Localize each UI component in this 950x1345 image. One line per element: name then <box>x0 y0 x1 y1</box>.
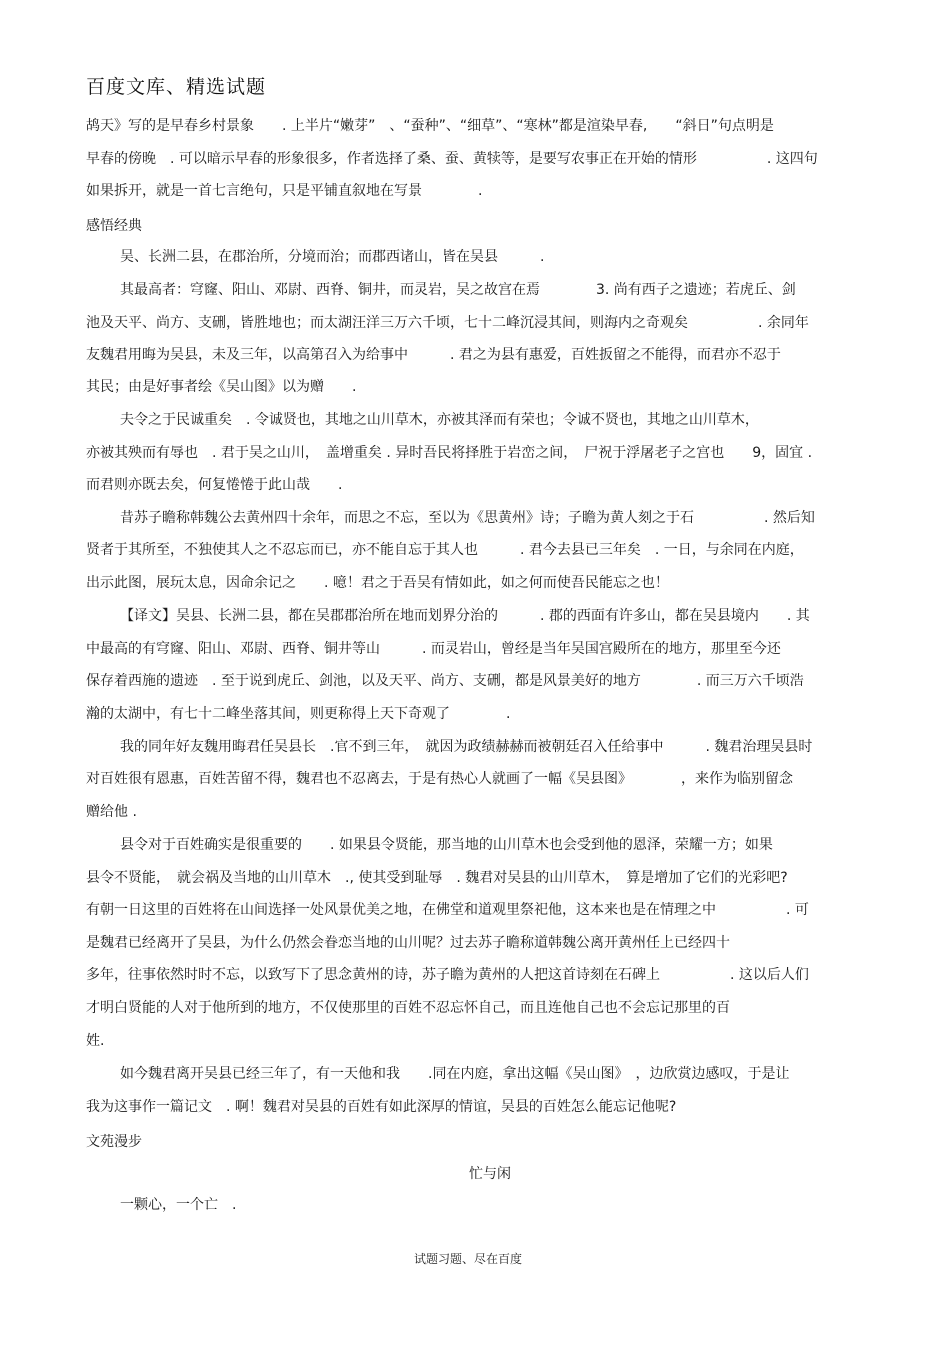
section-title-essays: 文苑漫步 <box>86 1134 142 1150</box>
section-title-classics: 感悟经典 <box>86 218 142 234</box>
translation-line: 瀚的太湖中，有七十二峰坐落其间，则更称得上天下奇观了 . <box>86 706 511 722</box>
translation-line: 有朝一日这里的百姓将在山间选择一处风景优美之地，在佛堂和道观里祭祀他，这本来也是在情理之中 . 可 <box>86 902 809 918</box>
translation-line: 才明白贤能的人对于他所到的地方，不仅使那里的百姓不忍忘怀自己，而且连他自己也不会忘记那里的百 <box>86 1000 730 1016</box>
translation-line: 如今魏君离开吴县已经三年了，有一天他和我 .同在内庭，拿出这幅《吴山图》 ，边欣赏边感叹，于是让 <box>120 1066 790 1082</box>
classic-line: 夫令之于民诚重矣 . 令诚贤也，其地之山川草木，亦被其泽而有荣也；令诚不贤也，其地之山川草木， <box>120 412 759 428</box>
page-header-title: 百度文库、精选试题 <box>86 76 267 98</box>
translation-line: 我的同年好友魏用晦君任吴县长 .官不到三年， 就因为政绩赫赫而被朝廷召入任给事中 . 魏君治理吴县时 <box>120 739 813 755</box>
translation-line: 县令不贤能， 就会祸及当地的山川草木 ., 使其受到耻辱 . 魏君对吴县的山川草木， 算是增加了它们的光彩吧? <box>86 870 788 886</box>
translation-line: 中最高的有穹窿、阳山、邓尉、西脊、铜井等山 . 而灵岩山，曾经是当年吴国宫殿所在的地方，那里至今还 <box>86 641 781 657</box>
translation-line: 我为这事作一篇记文 . 啊！魏君对吴县的百姓有如此深厚的情谊，吴县的百姓怎么能忘记他呢? <box>86 1099 677 1115</box>
classic-line: 其最高者：穹窿、阳山、邓尉、西脊、铜井，而灵岩，吴之故宫在焉 3. 尚有西子之遗迹；若虎丘、剑 <box>120 282 796 298</box>
translation-line: 赠给他 . <box>86 804 137 820</box>
classic-line: 友魏君用晦为吴县，未及三年，以高第召入为给事中 . 君之为县有惠爱，百姓扳留之不能得，而君亦不忍于 <box>86 347 781 363</box>
translation-line: 多年，往事依然时时不忘，以致写下了思念黄州的诗，苏子瞻为黄州的人把这首诗刻在石碑上 . 这以后人们 <box>86 967 809 983</box>
classic-line: 而君则亦既去矣，何复惓惓于此山哉 . <box>86 477 343 493</box>
intro-line: 如果拆开，就是一首七言绝句，只是平铺直叙地在写景 . <box>86 183 483 199</box>
translation-line: 姓. <box>86 1033 105 1049</box>
classic-line: 贤者于其所至，不独使其人之不忍忘而已，亦不能自忘于其人也 . 君今去县已三年矣 . 一日，与余同在内庭， <box>86 542 804 558</box>
classic-line: 亦被其殃而有辱也 . 君于吴之山川， 盖增重矣 . 异时吾民将择胜于岩峦之间， 尸祝于浮屠老子之宫也 9，固宜 . <box>86 445 813 461</box>
translation-line: 县令对于百姓确实是很重要的 . 如果县令贤能，那当地的山川草木也会受到他的恩泽，荣耀一方；如果 <box>120 837 773 853</box>
classic-line: 吴、长洲二县，在郡治所，分境而治；而郡西诸山，皆在吴县 . <box>120 249 545 265</box>
intro-line: 鸪天》写的是早春乡村景象 . 上半片“嫩芽” 、“蚕种”、“细草”、“寒林”都是渲染早春, “斜日”句点明是 <box>86 118 774 134</box>
translation-line: 对百姓很有恩惠，百姓苦留不得，魏君也不忍离去，于是有热心人就画了一幅《吴县图》 ，来作为临别留念 <box>86 771 793 787</box>
classic-line: 出示此图，展玩太息，因命余记之 . 噫！君之于吾吴有情如此，如之何而使吾民能忘之也！ <box>86 575 669 591</box>
essay-title: 忙与闲 <box>469 1166 511 1182</box>
translation-line: 【译文】吴县、长洲二县，都在吴郡郡治所在地而划界分治的 . 郡的西面有许多山，都在吴县境内 . 其 <box>120 608 810 624</box>
classic-line: 池及天平、尚方、支硎，皆胜地也；而太湖汪洋三万六千顷，七十二峰沉浸其间，则海内之奇观矣 . 余同年 <box>86 315 809 331</box>
translation-line: 保存着西施的遗迹 . 至于说到虎丘、剑池，以及天平、尚方、支硎，都是风景美好的地方 . 而三万六千顷浩 <box>86 673 804 689</box>
translation-line: 是魏君已经离开了吴县，为什么仍然会眷恋当地的山川呢？过去苏子瞻称道韩魏公离开黄州任上已经四十 <box>86 935 730 951</box>
page-footer: 试题习题、尽在百度 <box>413 1252 522 1266</box>
classic-line: 昔苏子瞻称韩魏公去黄州四十余年，而思之不忘，至以为《思黄州》诗；子瞻为黄人刻之于石 . 然后知 <box>120 510 815 526</box>
intro-line: 早春的傍晚 . 可以暗示早春的形象很多，作者选择了桑、蚕、黄犊等，是要写农事正在开始的情形 . 这四句 <box>86 151 818 167</box>
classic-line: 其民；由是好事者绘《吴山图》以为赠 . <box>86 379 357 395</box>
essay-first-line: 一颗心，一个亡 . <box>120 1197 237 1213</box>
